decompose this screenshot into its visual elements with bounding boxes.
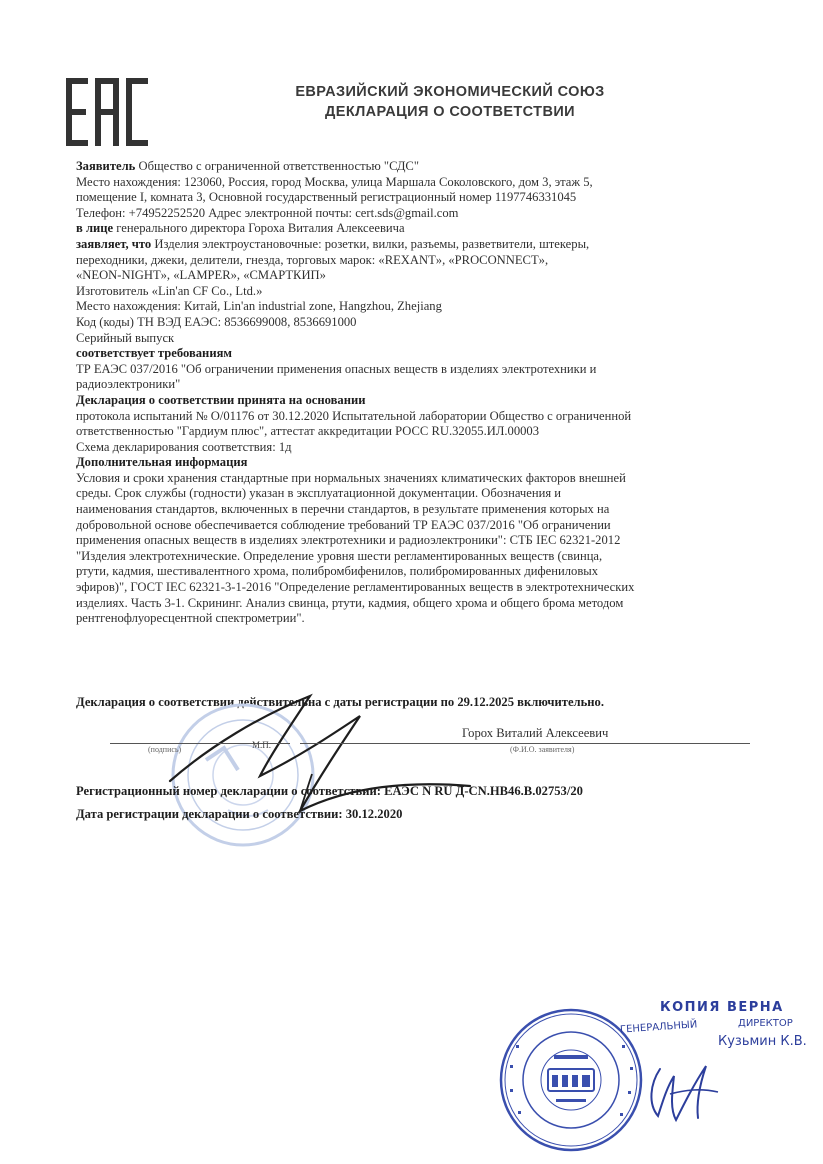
- additional-line: добровольной основе обеспечивается соблюдение требований ТР ЕАЭС 037/2016 "Об ограничении: [76, 517, 611, 532]
- basis-line-2: ответственностью "Гардиум плюс", аттестат аккредитации РОСС RU.32055.ИЛ.00003: [76, 424, 540, 439]
- seal-placeholder: М.П.: [252, 740, 272, 750]
- conforms-line-1: ТР ЕАЭС 037/2016 "Об ограничении применения опасных веществ в изделиях электротехники и: [76, 361, 597, 376]
- manufacturer: Изготовитель «Lin'an CF Co., Ltd.»: [76, 283, 263, 298]
- registration-date: Дата регистрации декларации о соответствии: 30.12.2020: [76, 807, 403, 821]
- applicant-line: [76, 159, 766, 175]
- copy-true-label: КОПИЯ ВЕРНА: [660, 1000, 784, 1015]
- person-value: генерального директора Гороха Виталия Алексеевича: [113, 221, 405, 236]
- name-line: [300, 743, 750, 744]
- additional-line: применения опасных веществ в изделиях электротехники и радиоэлектроники": СТБ IEC 62321-2012: [76, 533, 621, 548]
- declares-line-1: [76, 237, 766, 253]
- applicant-person: [76, 221, 766, 237]
- document-header: [270, 82, 630, 122]
- additional-line: "Изделия электротехнические. Определение уровня шести регламентированных веществ (свинца,: [76, 548, 603, 563]
- additional-line: эфиров)", ГОСТ IEC 62321-3-1-2016 "Определение регламентированных веществ в электротехнических: [76, 580, 635, 595]
- eac-logo: [64, 76, 150, 148]
- conforms-line-2: радиоэлектроники": [76, 377, 181, 392]
- basis-line-1: протокола испытаний № O/01176 от 30.12.2020 Испытательной лаборатории Общество с ограниченной: [76, 408, 632, 423]
- production-type: Серийный выпуск: [76, 330, 175, 345]
- additional-line: рентгенофлуоресцентной спектрометрии".: [76, 611, 305, 626]
- additional-line: ртути, кадмия, шестивалентного хрома, полибромбифенилов, полибромированных дифениловых: [76, 564, 599, 579]
- applicant-name: Горох Виталий Алексеевич: [462, 726, 609, 740]
- additional-line: наименования стандартов, включенных в перечни стандартов, в результате применения которых на: [76, 502, 610, 517]
- additional-line: Условия и сроки хранения стандартные при нормальных значениях климатических факторов внешней: [76, 470, 626, 485]
- declaration-scheme: Схема декларирования соответствия: 1д: [76, 439, 292, 454]
- applicant-value: Общество с ограниченной ответственностью "СДС": [135, 159, 419, 173]
- additional-label: Дополнительная информация: [76, 455, 248, 470]
- header-union-title: ЕВРАЗИЙСКИЙ ЭКОНОМИЧЕСКИЙ СОЮЗ: [295, 84, 605, 100]
- declares-label: заявляет, что: [76, 236, 152, 251]
- declares-line-2: переходники, джеки, делители, гнезда, торговых марок: «REXANT», «PROCONNECT»,: [76, 252, 549, 267]
- applicant-address: Место нахождения: 123060, Россия, город Москва, улица Маршала Соколовского, дом 3, этаж 5,: [76, 174, 593, 189]
- header-declaration-title: ДЕКЛАРАЦИЯ О СООТВЕТСТВИИ: [325, 104, 575, 120]
- registration-number: Регистрационный номер декларации о соответствии: ЕАЭС N RU Д-CN.НВ46.В.02753/20: [76, 784, 583, 798]
- declares-line-3: «NEON-NIGHT», «LAMPER», «СМАРТКИП»: [76, 268, 326, 283]
- applicant-signature: [150, 686, 480, 826]
- validity-statement: Декларация о соответствии действительна с даты регистрации по 29.12.2025 включительно.: [76, 695, 604, 709]
- copy-position-1: ГЕНЕРАЛЬНЫЙ: [619, 1019, 698, 1036]
- certifier-signature: [640, 1054, 730, 1124]
- copy-position-2: ДИРЕКТОР: [738, 1018, 793, 1029]
- applicant-label: Заявитель: [76, 159, 136, 173]
- applicant-address-2: помещение I, комната 3, Основной государственный регистрационный номер 1197746331045: [76, 190, 577, 205]
- additional-line: среды. Срок службы (годности) указан в эксплуатационной документации. Обозначения и: [76, 486, 561, 501]
- name-caption: (Ф.И.О. заявителя): [510, 745, 575, 754]
- person-label: в лице: [76, 221, 114, 236]
- hs-codes: Код (коды) ТН ВЭД ЕАЭС: 8536699008, 8536691000: [76, 314, 357, 329]
- manufacturer-address: Место нахождения: Китай, Lin'an industrial zone, Hangzhou, Zhejiang: [76, 299, 442, 314]
- copy-signer-name: Кузьмин К.В.: [718, 1034, 807, 1049]
- basis-label: Декларация о соответствии принята на основании: [76, 392, 366, 407]
- additional-line: изделиях. Часть 3-1. Скрининг. Анализ свинца, ртути, кадмия, общего хрома и общего брома методом: [76, 595, 624, 610]
- signature-caption: (подпись): [148, 745, 182, 754]
- declares-value: Изделия электроустановочные: розетки, вилки, разъемы, разветвители, штекеры,: [151, 236, 590, 251]
- applicant-contacts: Телефон: +74952252520 Адрес электронной почты: cert.sds@gmail.com: [76, 205, 459, 220]
- declaration-body: [76, 159, 766, 627]
- conforms-label: соответствует требованиям: [76, 346, 232, 361]
